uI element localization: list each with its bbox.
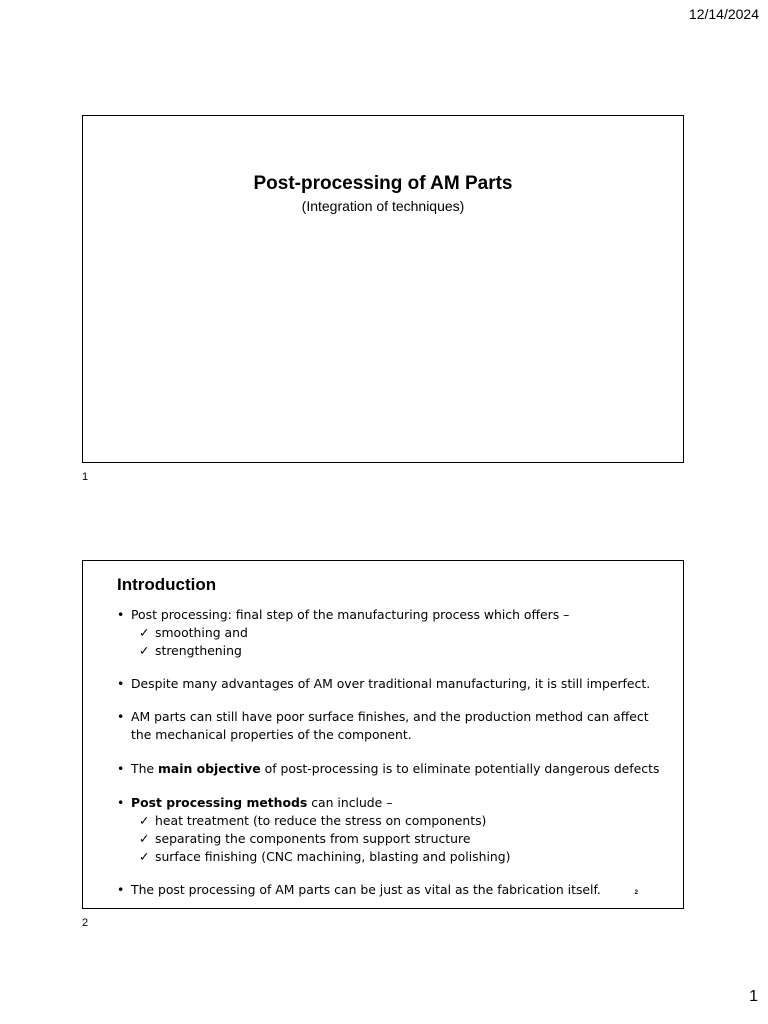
bullet-methods: • Post processing methods can include – <box>117 794 673 812</box>
slide-2-body <box>117 606 673 899</box>
slide-2-heading: Introduction <box>117 575 217 594</box>
bullet-advantages: • Despite many advantages of AM over traditional manufacturing, it is still imperfect. <box>117 675 673 693</box>
sub-item-separating: ✓ separating the components from support structure <box>117 830 673 848</box>
slide-1 <box>82 115 684 463</box>
bullet-main-objective: • The main objective of post-processing is to eliminate potentially dangerous defects <box>117 760 673 778</box>
slide-1-title: Post-processing of AM Parts <box>253 173 513 194</box>
slide-1-subtitle: (Integration of techniques) <box>301 198 465 214</box>
slide-1-label: 1 <box>82 471 89 483</box>
slide-2-label: 2 <box>82 917 89 929</box>
print-date: 12/14/2024 <box>688 6 759 22</box>
bullet-line: AM parts can still have poor surface finishes, and the production method can affect <box>131 709 649 724</box>
page-number: 1 <box>749 988 758 1005</box>
bullet-surface-finishes <box>117 708 673 744</box>
sub-item-smoothing: ✓ smoothing and <box>117 624 673 642</box>
sub-item-strengthening: ✓ strengthening <box>117 642 673 660</box>
bullet-vital: • The post processing of AM parts can be just as vital as the fabrication itself. <box>117 881 673 899</box>
bullet-line: the mechanical properties of the component. <box>131 727 412 742</box>
slide-2 <box>82 560 684 909</box>
sub-item-heat-treatment: ✓ heat treatment (to reduce the stress on components) <box>117 812 673 830</box>
sub-item-surface-finishing: ✓ surface finishing (CNC machining, blasting and polishing) <box>117 848 673 866</box>
bullet-post-processing: • Post processing: final step of the manufacturing process which offers – <box>117 606 673 624</box>
slide-2-page-number: 2 <box>634 890 638 896</box>
